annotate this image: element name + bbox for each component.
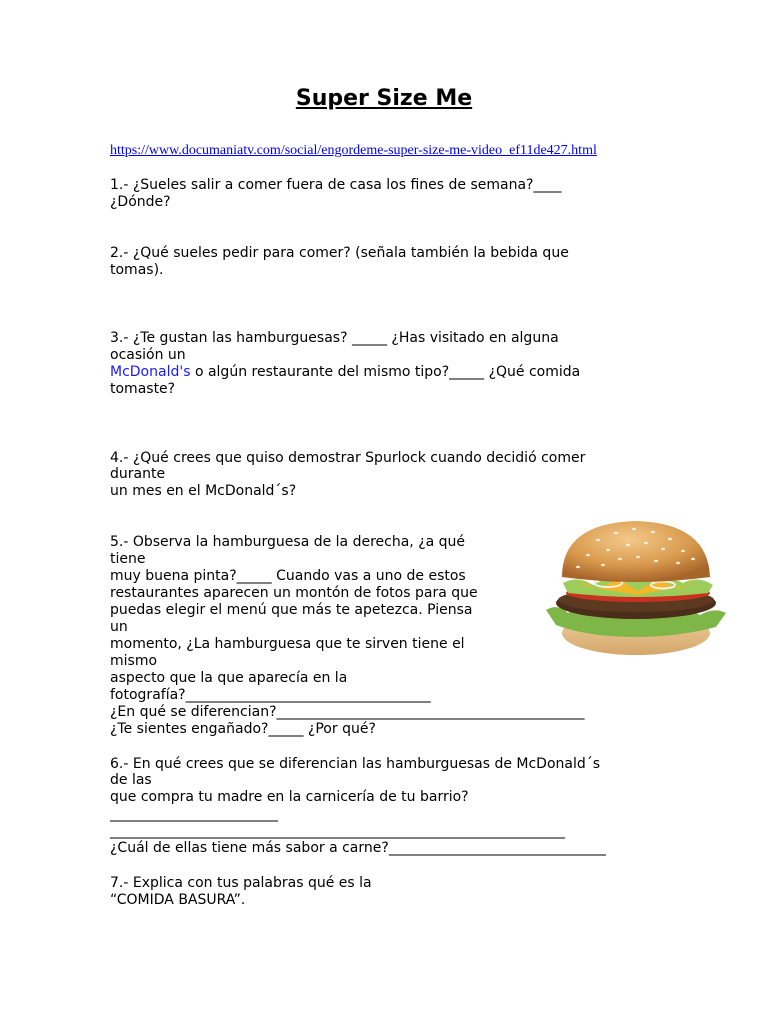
q5-line-11: ¿En qué se diferencian?____________________________________________	[110, 704, 585, 720]
q4-line-2: durante	[110, 466, 166, 482]
q6-line-6: ¿Cuál de ellas tiene más sabor a carne?_______________________________	[110, 840, 606, 856]
q2-line-2: tomas).	[110, 262, 164, 278]
mcdonalds-link[interactable]: McDonald's	[110, 364, 191, 380]
document-title: Super Size Me	[295, 86, 473, 111]
q3-line-2: ocasión un	[110, 347, 186, 363]
hamburger-photo	[538, 515, 730, 660]
q5-line-5: puedas elegir el menú que más te apetezca. Piensa	[110, 602, 473, 618]
q5-line-6: un	[110, 619, 128, 635]
q5-line-4: restaurantes aparecen un montón de fotos para que	[110, 585, 478, 601]
q5-line-3: muy buena pinta?_____ Cuando vas a uno de estos	[110, 568, 466, 584]
q4-line-1: 4.- ¿Qué crees que quiso demostrar Spurlock cuando decidió comer	[110, 450, 586, 466]
q5-line-9: aspecto que la que aparecía en la	[110, 670, 348, 686]
q3-line-3	[110, 364, 580, 381]
q7-line-1: 7.- Explica con tus palabras qué es la	[110, 875, 372, 891]
q5-line-12: ¿Te sientes engañado?_____ ¿Por qué?	[110, 721, 376, 737]
q5-line-1: 5.- Observa la hamburguesa de la derecha, ¿a qué	[110, 534, 466, 550]
video-link[interactable]: https://www.documaniatv.com/social/engordeme-super-size-me-video_ef11de427.html	[110, 143, 597, 158]
q1-line-2: ¿Dónde?	[110, 194, 171, 210]
q3-line-3-text: o algún restaurante del mismo tipo?_____ ¿Qué comida	[190, 364, 581, 380]
q2-line-1: 2.- ¿Qué sueles pedir para comer? (señala también la bebida que	[110, 245, 569, 261]
q5-line-2: tiene	[110, 551, 146, 567]
q7-line-2: “COMIDA BASURA”.	[110, 892, 246, 908]
q5-line-8: mismo	[110, 653, 158, 669]
q6-line-1: 6.- En qué crees que se diferencian las hamburguesas de McDonald´s	[110, 756, 601, 772]
q5-line-10: fotografía?___________________________________	[110, 687, 431, 703]
q6-line-4: ________________________	[110, 806, 278, 822]
q4-line-3: un mes en el McDonald´s?	[110, 483, 297, 499]
q3-line-1: 3.- ¿Te gustan las hamburguesas? _____ ¿Has visitado en alguna	[110, 330, 559, 346]
q6-line-3: que compra tu madre en la carnicería de tu barrio?	[110, 789, 469, 805]
q3-line-4: tomaste?	[110, 381, 176, 397]
q6-line-2: de las	[110, 772, 152, 788]
q5-line-7: momento, ¿La hamburguesa que te sirven tiene el	[110, 636, 465, 652]
q1-line-1: 1.- ¿Sueles salir a comer fuera de casa los fines de semana?____	[110, 177, 562, 193]
q6-line-5: _________________________________________________________________	[110, 823, 565, 839]
